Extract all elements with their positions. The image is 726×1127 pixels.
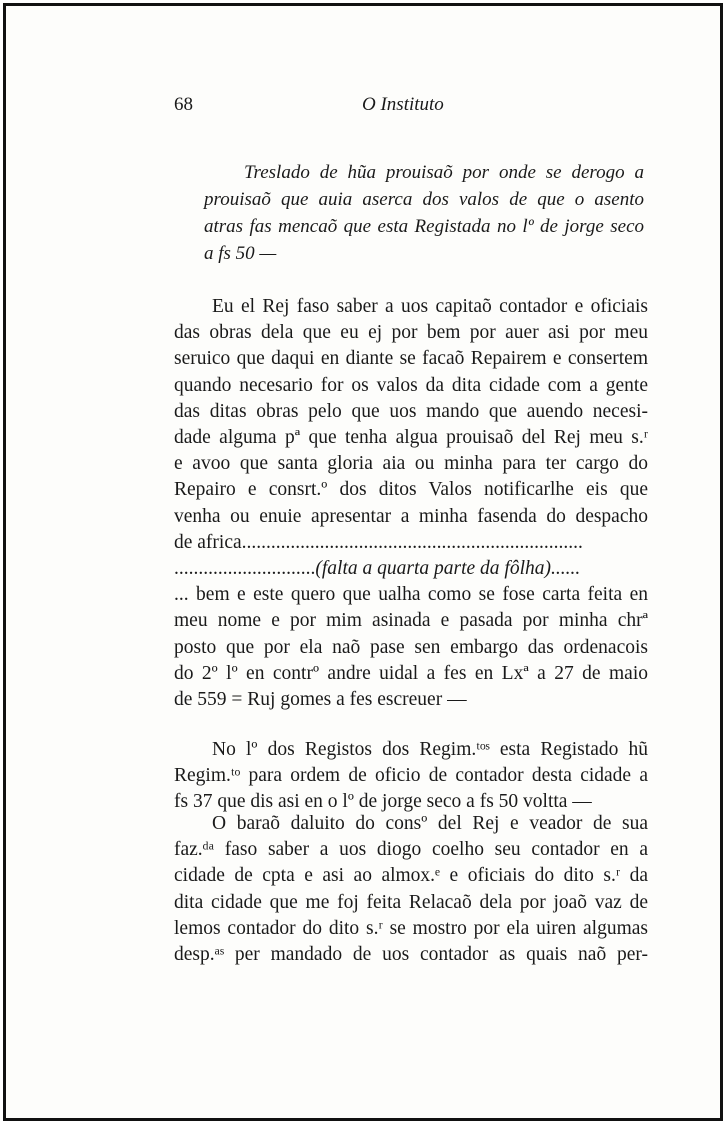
text-line: e avoo que santa gloria aia ou minha para ter cargo do [174,453,648,475]
text-line: do 2º lº en contrº andre uidal a fes en Lxª a 27 de maio [174,662,648,684]
text-line: ... bem e este quero que ualha como se fose carta feita en [174,584,648,606]
text-line: Eu el Rej faso saber a uos capitaõ contador e oficiais [212,296,648,317]
missing-portion-note [174,556,648,582]
text-line: quando necesario for os valos da dita cidade com a gente [174,374,648,396]
text-line: Repairo e consrt.º dos ditos Valos notificarlhe eis que [174,479,648,501]
text-line: de 559 = Ruj gomes a fes escreuer — [174,689,467,711]
title-line: atras fas mencaõ que esta Registada no lº de jorge seco [204,216,644,237]
text-line: faz.ᵈᵃ faso saber a uos diogo coelho seu contador en a [174,839,648,861]
paragraph-register-note [174,737,648,816]
text-line: seruico que daqui en diante se facaõ Repairem e consertem [174,348,648,370]
title-line: prouisaõ que auia aserca dos valos de que o asento [204,189,644,210]
text-line: venha ou enuie apresentar a minha fasenda do despacho [174,505,648,527]
text-line: desp.ᵃˢ per mandado de uos contador as quais naõ per- [174,944,648,966]
text-line: fs 37 que dis asi en o lº de jorge seco a fs 50 voltta — [174,791,592,813]
text-line: meu nome e por mim asinada e pasada por minha chrª [174,610,648,632]
text-line: de africa...................................................................... [174,531,583,553]
text-line: dade alguma pª que tenha algua prouisaõ del Rej meu s.ʳ [174,427,648,449]
text-line: No lº dos Registos dos Regim.ᵗᵒˢ esta Registado hũ [212,739,648,760]
text-line: Regim.ᵗᵒ para ordem de oficio de contador desta cidade a [174,765,648,787]
title-line: Treslado de hũa prouisaõ por onde se derogo a [244,162,644,183]
running-title: O Instituto [362,94,444,115]
text-line: posto que por ela naõ pase sen embargo das ordenacois [174,636,648,658]
dot-leader: ............................. [174,558,316,580]
book-page [3,3,723,1121]
page-number: 68 [174,94,193,115]
missing-portion-text: (falta a quarta parte da fôlha)...... [315,558,581,580]
text-line: das ditas obras pelo que uos mando que auendo necesi- [174,400,648,422]
text-line: O baraõ daluito do consº del Rej e veador de sua [212,813,648,834]
text-line: dita cidade que me foj feita Relacaõ dela por joaõ vaz de [174,891,648,913]
text-line: lemos contador do dito s.ʳ se mostro por ela uiren algumas [174,917,648,939]
title-line: a fs 50 — [204,243,277,264]
document-title [204,159,644,267]
text-line: cidade de cpta e asi ao almox.ᵉ e oficiais do dito s.ʳ da [174,865,648,887]
text-line: das obras dela que eu ej por bem por auer asi por meu [174,322,648,344]
paragraph-provision [174,294,648,713]
paragraph-barao [174,811,648,968]
